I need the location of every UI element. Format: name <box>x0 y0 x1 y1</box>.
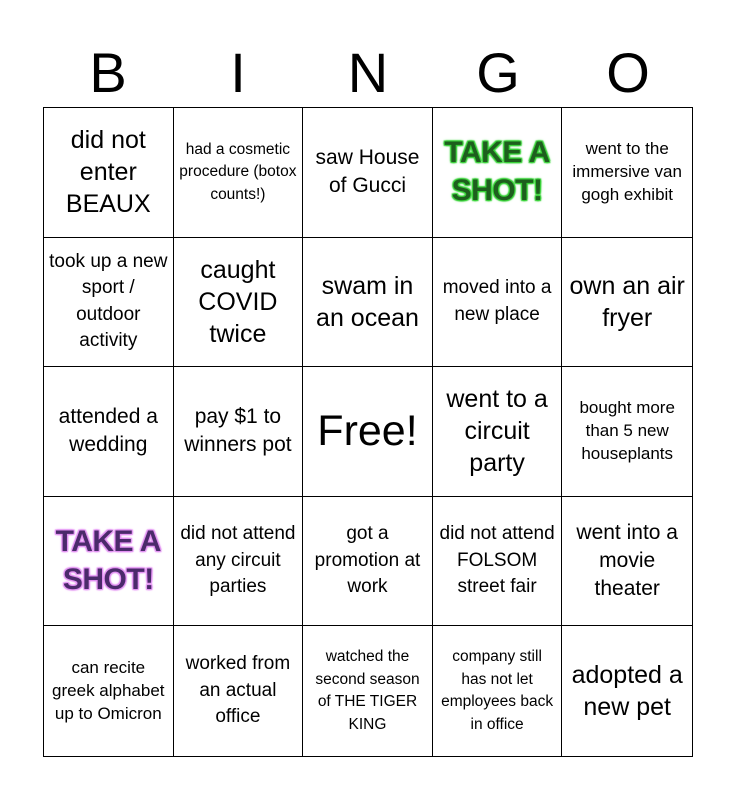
free-space[interactable]: Free! <box>303 367 433 497</box>
bingo-header <box>43 40 693 106</box>
bingo-cell[interactable]: saw House of Gucci <box>303 108 433 238</box>
bingo-cell[interactable]: worked from an actual office <box>174 626 304 756</box>
bingo-cell[interactable]: went to a circuit party <box>433 367 563 497</box>
bingo-cell[interactable]: adopted a new pet <box>571 661 683 722</box>
bingo-cell[interactable] <box>44 497 174 627</box>
bingo-cell[interactable]: did not enter BEAUX <box>44 108 174 238</box>
bingo-cell[interactable]: bought more than 5 new houseplants <box>562 367 692 497</box>
header-letter-o: O <box>606 41 650 104</box>
bingo-cell[interactable]: company still has not let employees back in office <box>433 626 563 756</box>
bingo-cell[interactable]: did not attend FOLSOM street fair <box>433 497 563 627</box>
header-letter-b: B <box>89 41 127 104</box>
take-a-shot-label: TAKE A SHOT! <box>444 135 550 208</box>
bingo-cell[interactable]: went to the immersive van gogh exhibit <box>562 108 692 238</box>
bingo-cell[interactable]: moved into a new place <box>433 238 563 368</box>
bingo-cell[interactable] <box>433 108 563 238</box>
bingo-cell[interactable]: had a cosmetic procedure (botox counts!) <box>174 108 304 238</box>
bingo-cell[interactable]: caught COVID twice <box>174 238 304 368</box>
bingo-cell[interactable]: pay $1 to winners pot <box>174 367 304 497</box>
bingo-cell[interactable]: swam in an ocean <box>303 238 433 368</box>
bingo-cell[interactable]: got a promotion at work <box>303 497 433 627</box>
header-letter-i: I <box>230 41 246 104</box>
take-a-shot-label: TAKE A SHOT! <box>55 524 161 597</box>
bingo-cell[interactable]: watched the second season of THE TIGER KING <box>303 626 433 756</box>
bingo-cell[interactable]: can recite greek alphabet up to Omicron <box>44 626 174 756</box>
bingo-board <box>43 107 693 757</box>
bingo-cell[interactable]: took up a new sport / outdoor activity <box>44 238 174 368</box>
bingo-cell[interactable]: went into a movie theater <box>562 497 692 627</box>
header-letter-g: G <box>476 41 520 104</box>
bingo-cell[interactable]: attended a wedding <box>44 367 174 497</box>
bingo-cell[interactable]: did not attend any circuit parties <box>174 497 304 627</box>
bingo-cell[interactable]: own an air fryer <box>562 238 692 368</box>
header-letter-n: N <box>347 41 389 104</box>
